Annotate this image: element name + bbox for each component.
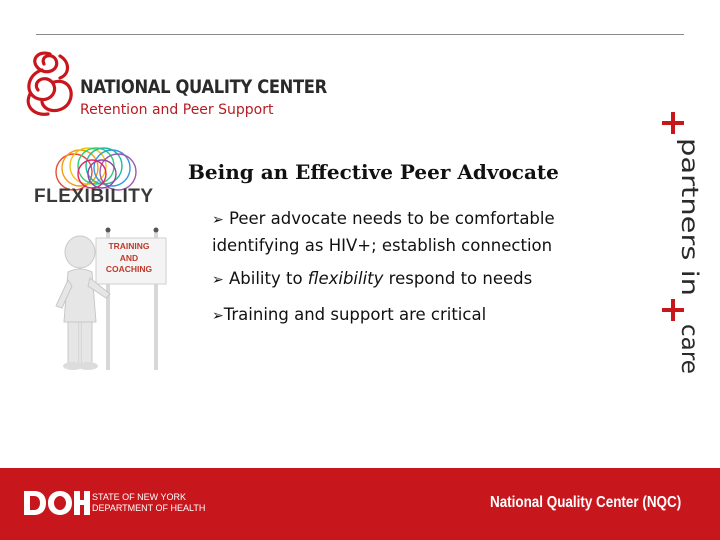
care-text: care [676, 324, 702, 374]
arrow-bullet-icon: ➢ [212, 212, 224, 228]
bullet-item [212, 266, 532, 293]
coaching-sign [96, 241, 162, 281]
state-line-1: STATE OF NEW YORK [92, 492, 187, 502]
bullet-text: Training and support are critical [223, 305, 487, 324]
subtitle: Retention and Peer Support [80, 102, 274, 118]
bullet-item [212, 206, 555, 258]
partners-in-text: partners in [676, 138, 702, 264]
footer-nqc-text: National Quality Center (NQC) [490, 494, 682, 511]
bullet-text-after: respond to needs [383, 269, 533, 288]
arrow-bullet-icon: ➢ [212, 272, 224, 288]
flexibility-label: FLEXIBILITY [34, 186, 154, 207]
top-divider [36, 34, 684, 35]
bullet-text-line2: identifying as HIV+; establish connection [212, 236, 553, 255]
sign-line-2: AND [119, 252, 139, 263]
bullet-text-italic: flexibility [307, 269, 384, 288]
slide-title: Being an Effective Peer Advocate [188, 160, 559, 184]
org-name: NATIONAL QUALITY CENTER [80, 76, 327, 98]
sign-line-1: TRAINING [108, 241, 150, 251]
bullet-item [212, 302, 486, 329]
partners-in-care-vertical-logo [660, 112, 702, 374]
bullet-text-line1: Peer advocate needs to be comfortable [228, 209, 555, 228]
doh-logo-icon [24, 491, 90, 515]
bullet-text-before: Ability to [228, 269, 308, 288]
nqc-logo-icon [20, 48, 82, 120]
sign-line-3: COACHING [105, 264, 153, 274]
arrow-bullet-icon: ➢ [212, 308, 224, 324]
state-doh-text [92, 492, 205, 514]
state-line-2: DEPARTMENT OF HEALTH [92, 503, 206, 513]
